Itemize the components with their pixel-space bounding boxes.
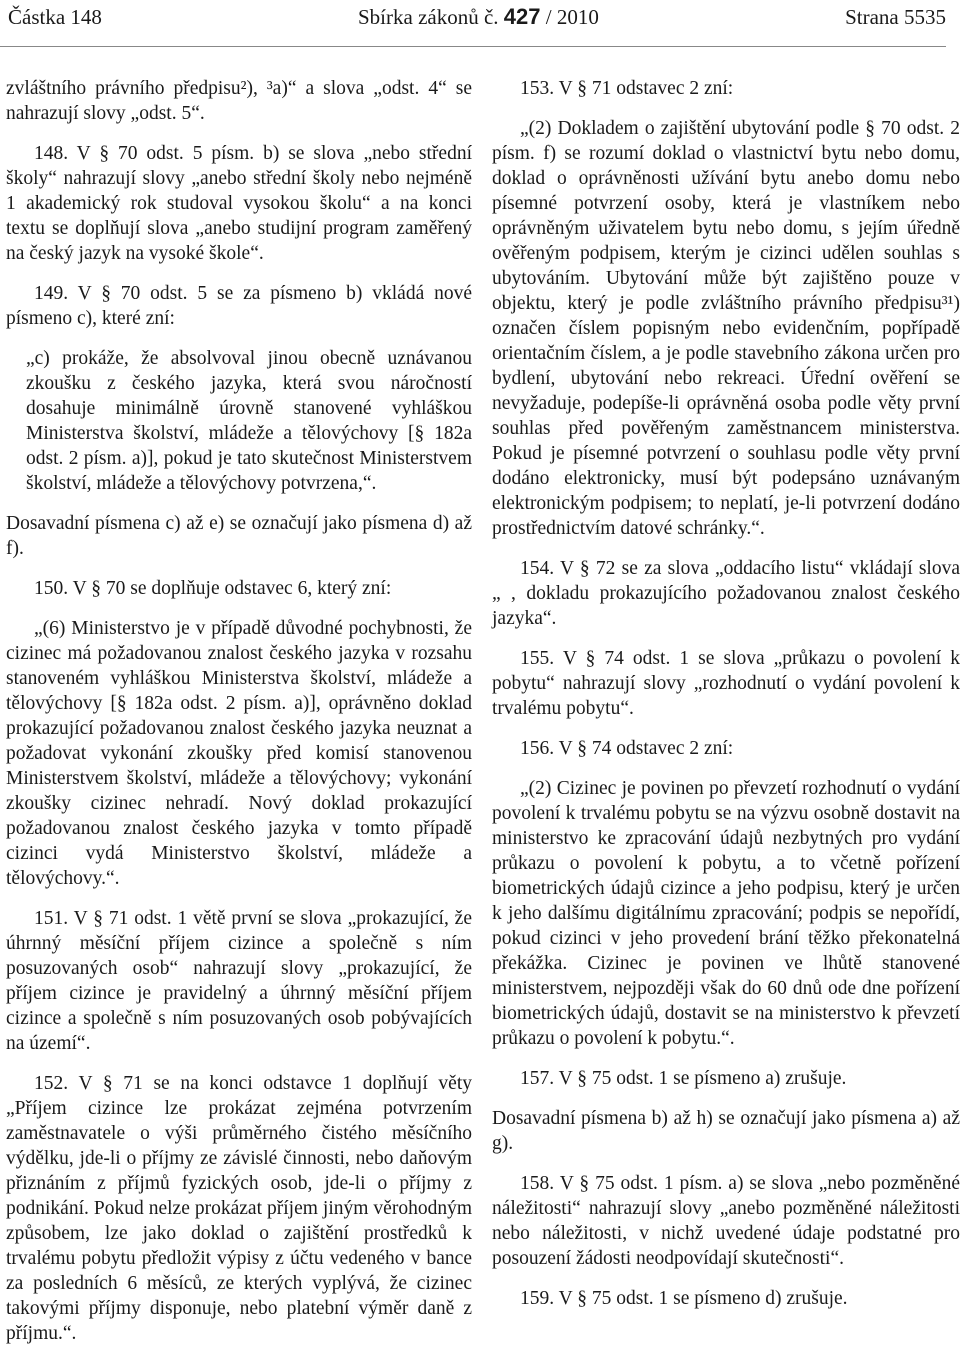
paragraph: 156. V § 74 odstavec 2 zní: — [520, 738, 734, 759]
paragraph: 151. V § 71 odst. 1 větě první se slova „prokazující, že úhrnný měsíční příjem cizince a společně s ním posuzovaných osob“ nahrazují slovy „prokazující, že příjem cizince je pravidelný a úhrnný měsíční příjem cizince a společně s ním posuzovaných osob pobývajících na území“. — [6, 908, 472, 1054]
collection-title: Sbírka zákonů č. 427 / 2010 — [358, 4, 599, 29]
paragraph: 153. V § 71 odstavec 2 zní: — [520, 78, 734, 99]
paragraph: 157. V § 75 odst. 1 se písmeno a) zrušuje. — [520, 1068, 847, 1089]
right-column — [492, 76, 960, 1326]
paragraph: 155. V § 74 odst. 1 se slova „průkazu o povolení k pobytu“ nahrazují slovy „rozhodnutí o vydání povolení k trvalému pobytu“. — [492, 648, 960, 719]
header-rule — [0, 46, 946, 47]
paragraph: zvláštního právního předpisu²), ³a)“ a slova „odst. 4“ se nahrazují slovy „odst. 5“. — [6, 78, 472, 124]
quoted-provision: „(6) Ministerstvo je v případě důvodné pochybnosti, že cizinec má požadovanou znalost českého jazyka v rozsahu stanoveném vyhláškou Ministerstva školství, mládeže a tělovýchovy [§ 182a odst. 2 písm. a)], oprávněno doklad prokazující požadovanou znalost českého jazyka neuznat a požadovat vykonání zkoušky před komisí stanovenou Ministerstvem školství, mládeže a tělovýchovy; vykonání zkoušky cizinec nehradí. Nový doklad prokazující požadovanou znalost českého jazyka v tomto případě cizinci vydá Ministerstvo školství, mládeže a tělovýchovy.“. — [6, 618, 472, 889]
page-header — [8, 4, 946, 34]
paragraph: 154. V § 72 se za slova „oddacího listu“ vkládají slova „ , dokladu prokazujícího požadovanou znalost českého jazyka“. — [492, 558, 960, 629]
quoted-provision: „(2) Cizinec je povinen po převzetí rozhodnutí o vydání povolení k trvalému pobytu se na výzvu osobně dostavit na ministerstvo ke zpracování údajů nezbytných pro vydání průkazu o povolení k pobytu, a to včetně pořízení biometrických údajů cizince a jeho podpisu, který je určen k jeho dalšímu digitálnímu zpracování; podpis se nepořídí, pokud cizinci v jeho provedení brání těžko překonatelná překážka. Cizinec je povinen ve lhůtě stanovené ministerstvem, nejpozději však do 60 dnů ode dne pořízení biometrických údajů, dostavit se na ministerstvo k převzetí průkazu o povolení k pobytu.“. — [492, 778, 960, 1049]
paragraph: 159. V § 75 odst. 1 se písmeno d) zrušuje. — [520, 1288, 848, 1309]
left-column — [6, 76, 472, 1361]
paragraph: 149. V § 70 odst. 5 se za písmeno b) vkládá nové písmeno c), které zní: — [6, 283, 472, 329]
issue-number: Částka 148 — [8, 5, 102, 29]
quoted-provision: „c) prokáže, že absolvoval jinou obecně uznávanou zkoušku z českého jazyka, která svou náročností dosahuje minimálně úrovně stanovené vyhláškou Ministerstva školství, mládeže a tělovýchovy [§ 182a odst. 2 písm. a)], pokud je tato skutečnost Ministerstvem školství, mládeže a tělovýchovy potvrzena,“. — [26, 348, 472, 494]
paragraph: 148. V § 70 odst. 5 písm. b) se slova „nebo střední školy“ nahrazují slovy „anebo střední školy nebo nejméně 1 akademický rok studoval vysokou školu“ a na konci textu se doplňují slova „anebo studijní program zaměřený na český jazyk na vysoké škole“. — [6, 143, 472, 264]
page-number: Strana 5535 — [845, 5, 946, 29]
quoted-provision: „(2) Dokladem o zajištění ubytování podle § 70 odst. 2 písm. f) se rozumí doklad o vlastnictví bytu nebo domu, doklad o oprávněnosti užívání bytu anebo domu nebo písemné potvrzení osoby, která je vlastníkem nebo oprávněným uživatelem bytu nebo domu, s jejím úředně ověřeným podpisem, kterým je cizinci udělen souhlas s ubytováním. Ubytování může být zajištěno pouze v objektu, který je podle zvláštního právního předpisu³¹) označen číslem popisným nebo evidenčním, popřípadě orientačním číslem, a je podle stavebního zákona určen pro bydlení, ubytování nebo rekreaci. Úřední ověření se nevyžaduje, podepíše-li oprávněná osoba podle věty první souhlas před pověřeným zaměstnancem ministerstva. Pokud je písemné potvrzení o souhlasu podle věty první dodáno elektronicky, musí být podepsáno uznávaným elektronickým podpisem; to neplatí, je-li potvrzení dodáno prostřednictvím datové schránky.“. — [492, 118, 960, 539]
paragraph: 158. V § 75 odst. 1 písm. a) se slova „nebo pozměněné náležitosti“ nahrazují slovy „anebo pozměněné náležitosti nebo náležitosti, v nichž uvedené údaje podstatné pro posouzení žádosti neodpovídají skutečnosti“. — [492, 1173, 960, 1269]
paragraph: 152. V § 71 se na konci odstavce 1 doplňují věty „Příjem cizince lze prokázat zejména potvrzením zaměstnavatele o výši průměrného čistého měsíčního výdělku, jde-li o příjmy ze závislé činnosti, nebo daňovým přiznáním z příjmů fyzických osob, jde-li o příjmy z podnikání. Pokud nelze prokázat příjem jiným věrohodným způsobem, lze jako doklad o zajištění prostředků k trvalému pobytu předložit výpisy z účtu vedeného v bance za posledních 6 měsíců, ze kterých vyplývá, že cizinec takovými příjmy disponuje, nebo platební výměr daně z příjmu.“. — [6, 1073, 472, 1344]
paragraph: Dosavadní písmena c) až e) se označují jako písmena d) až f). — [6, 513, 472, 559]
paragraph: 150. V § 70 se doplňuje odstavec 6, který zní: — [34, 578, 392, 599]
law-number: 427 — [503, 4, 541, 29]
paragraph: Dosavadní písmena b) až h) se označují jako písmena a) až g). — [492, 1108, 960, 1154]
